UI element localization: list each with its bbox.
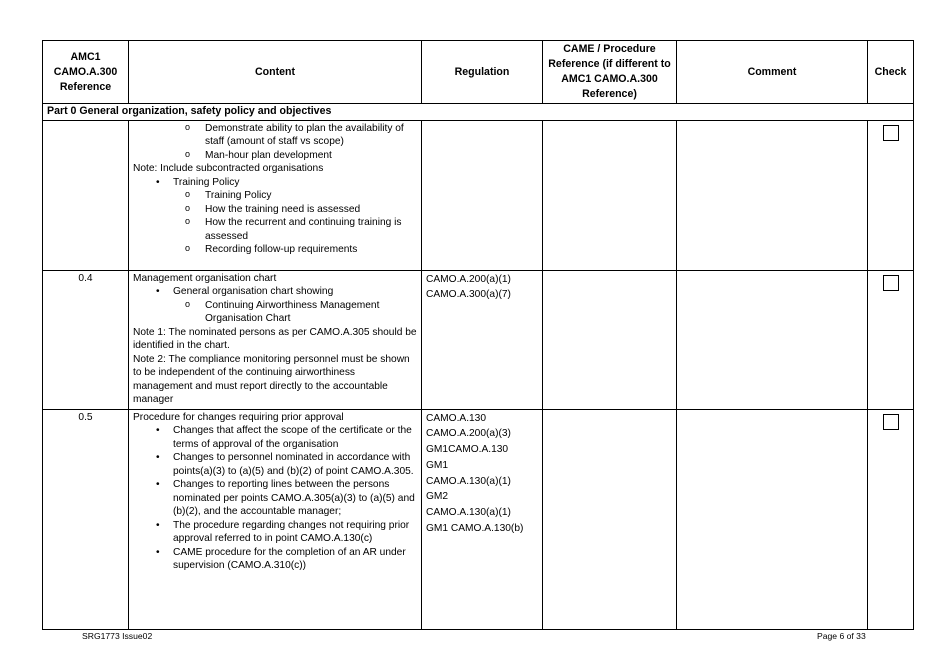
part-title: Part 0 General organization, safety policy and objectives [43, 104, 914, 121]
header-regulation: Regulation [422, 41, 543, 104]
came-reference-cell[interactable] [543, 270, 677, 409]
sub-bullet-item: o Recording follow-up requirements [133, 243, 417, 257]
row-reference [43, 120, 129, 270]
row-reference: 0.5 [43, 409, 129, 629]
bullet-item: • CAME procedure for the completion of an AR under supervision (CAMO.A.310(c)) [133, 546, 417, 573]
content-line: Note 2: The compliance monitoring personnel must be shown to be independent of the continuing airworthiness management and must report directly to the accountable manager [133, 353, 410, 405]
content-line: Note: Include subcontracted organisations [133, 163, 324, 174]
sub-bullet-item: o Man-hour plan development [133, 149, 417, 163]
check-box[interactable] [883, 414, 899, 430]
part-title-row [43, 104, 914, 121]
bullet-item: • Changes to reporting lines between the persons nominated per points CAMO.A.305(a)(3) to (a)(5) and (b)(2), and the accountable manager; [133, 478, 417, 519]
regulation-reference: CAMO.A.130(a)(1) [426, 475, 511, 487]
comment-cell[interactable] [677, 409, 868, 629]
footer-page-number: Page 6 of 33 [817, 631, 866, 641]
bullet-item: • Changes that affect the scope of the certificate or the terms of approval of the organisation [133, 424, 417, 451]
sub-bullet-item: o Demonstrate ability to plan the availability of staff (amount of staff vs scope) [133, 122, 417, 149]
content-line: Management organisation chart [133, 272, 277, 284]
header-comment: Comment [677, 41, 868, 104]
row-content [129, 120, 422, 270]
bullet-item: • General organisation chart showing [133, 285, 417, 299]
came-reference-cell[interactable] [543, 120, 677, 270]
header-check: Check [868, 41, 914, 104]
bullet-item: • The procedure regarding changes not requiring prior approval referred to in point CAMO.A.130(c) [133, 519, 417, 546]
header-came-reference: CAME / Procedure Reference (if different to AMC1 CAMO.A.300 Reference) [543, 41, 677, 104]
regulation-reference: CAMO.A.130(a)(1) [426, 507, 511, 519]
check-cell [868, 120, 914, 270]
content-line: Procedure for changes requiring prior approval [133, 411, 344, 423]
sub-bullet-item: o How the training need is assessed [133, 203, 417, 217]
regulation-reference: GM1 CAMO.A.130(b) [426, 523, 524, 535]
regulation-reference: GM2 [426, 491, 449, 503]
row-content [129, 409, 422, 629]
header-content: Content [129, 41, 422, 104]
regulation-reference: CAMO.A.200(a)(3) [426, 428, 511, 440]
bullet-item: • Training Policy [133, 176, 417, 190]
header-reference: AMC1 CAMO.A.300 Reference [43, 41, 129, 104]
regulation-reference: CAMO.A.130 [426, 412, 487, 424]
row-regulation [422, 270, 543, 409]
check-cell [868, 270, 914, 409]
table-row [43, 270, 914, 409]
row-regulation [422, 409, 543, 629]
check-cell [868, 409, 914, 629]
came-reference-cell[interactable] [543, 409, 677, 629]
checklist-table [42, 40, 914, 630]
row-regulation [422, 120, 543, 270]
sub-bullet-item: o Continuing Airworthiness Management Organisation Chart [133, 299, 417, 326]
sub-bullet-item: o Training Policy [133, 189, 417, 203]
comment-cell[interactable] [677, 270, 868, 409]
footer-doc-id: SRG1773 Issue02 [82, 631, 153, 641]
comment-cell[interactable] [677, 120, 868, 270]
regulation-reference: GM1CAMO.A.130 [426, 444, 509, 456]
regulation-reference: CAMO.A.300(a)(7) [426, 289, 511, 301]
sub-bullet-item: o How the recurrent and continuing training is assessed [133, 216, 417, 243]
bullet-item: • Changes to personnel nominated in accordance with points(a)(3) to (a)(5) and (b)(2) of point CAMO.A.305. [133, 451, 417, 478]
check-box[interactable] [883, 125, 899, 141]
table-row [43, 409, 914, 629]
row-content [129, 270, 422, 409]
regulation-reference: CAMO.A.200(a)(1) [426, 273, 511, 285]
row-reference: 0.4 [43, 270, 129, 409]
content-line: Note 1: The nominated persons as per CAMO.A.305 should be identified in the chart. [133, 326, 417, 351]
table-header-row [43, 41, 914, 104]
check-box[interactable] [883, 275, 899, 291]
table-row [43, 120, 914, 270]
regulation-reference: GM1 [426, 459, 449, 471]
